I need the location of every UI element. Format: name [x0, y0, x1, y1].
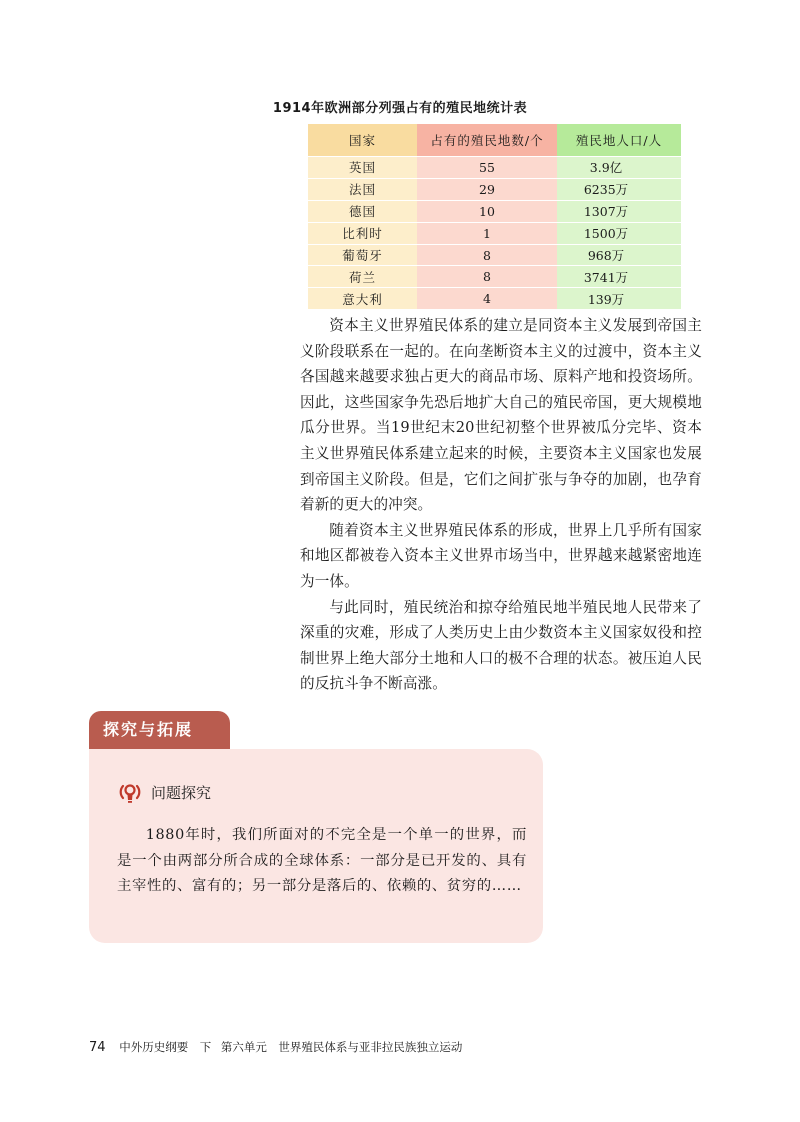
cell-colony-count: 1 [417, 222, 557, 244]
table-row [308, 200, 681, 222]
explore-section-box [89, 749, 543, 943]
cell-colony-count: 4 [417, 288, 557, 309]
page-footer [89, 1039, 462, 1055]
cell-population: 139万 [557, 288, 681, 309]
header-country: 国家 [308, 124, 417, 157]
cell-population: 1500万 [557, 222, 681, 244]
inquiry-heading [117, 779, 211, 805]
table-row [308, 178, 681, 200]
cell-country: 意大利 [308, 288, 417, 309]
table-row [308, 288, 681, 309]
cell-colony-count: 8 [417, 244, 557, 266]
inquiry-title: 问题探究 [151, 783, 212, 802]
table-row [308, 244, 681, 266]
cell-population: 3741万 [557, 266, 681, 288]
cell-country: 英国 [308, 157, 417, 179]
cell-colony-count: 29 [417, 178, 557, 200]
table-title: 1914年欧洲部分列强占有的殖民地统计表 [272, 101, 528, 116]
paragraph: 资本主义世界殖民体系的建立是同资本主义发展到帝国主义阶段联系在一起的。在向垄断资本主义的过渡中，资本主义各国越来越要求独占更大的商品市场、原料产地和投资场所。因此，这些国家争先恐后地扩大自己的殖民帝国，更大规模地瓜分世界。当19世纪末20世纪初整个世界被瓜分完毕、资本主义世界殖民体系建立起来的时候，主要资本主义国家也发展到帝国主义阶段。但是，它们之间扩张与争夺的加剧，也孕育着新的更大的冲突。 [300, 317, 702, 514]
cell-country: 比利时 [308, 222, 417, 244]
cell-colony-count: 55 [417, 157, 557, 179]
table-header-row [308, 124, 681, 157]
header-colony-population: 殖民地人口/人 [557, 124, 681, 157]
unit-title: 第六单元 世界殖民体系与亚非拉民族独立运动 [220, 1040, 463, 1054]
cell-country: 荷兰 [308, 266, 417, 288]
table-row [308, 157, 681, 179]
cell-population: 3.9亿 [557, 157, 681, 179]
lightbulb-icon [117, 779, 143, 805]
book-title: 中外历史纲要 下 [119, 1040, 212, 1054]
cell-population: 1307万 [557, 200, 681, 222]
table-row [308, 266, 681, 288]
inquiry-text: 1880年时，我们所面对的不完全是一个单一的世界，而是一个由两部分所合成的全球体系：一部分是已开发的、具有主宰性的、富有的；另一部分是落后的、依赖的、贫穷的…… [117, 827, 527, 894]
page-number: 74 [89, 1040, 106, 1055]
cell-population: 968万 [557, 244, 681, 266]
header-colony-count: 占有的殖民地数/个 [417, 124, 557, 157]
cell-country: 德国 [308, 200, 417, 222]
cell-country: 法国 [308, 178, 417, 200]
body-text [300, 313, 702, 697]
cell-colony-count: 10 [417, 200, 557, 222]
explore-section-tab: 探究与拓展 [89, 711, 230, 749]
table-row [308, 222, 681, 244]
colony-stats-table [308, 124, 681, 309]
paragraph: 随着资本主义世界殖民体系的形成，世界上几乎所有国家和地区都被卷入资本主义世界市场当中，世界越来越紧密地连为一体。 [300, 521, 702, 590]
cell-country: 葡萄牙 [308, 244, 417, 266]
cell-colony-count: 8 [417, 266, 557, 288]
cell-population: 6235万 [557, 178, 681, 200]
paragraph: 与此同时，殖民统治和掠夺给殖民地半殖民地人民带来了深重的灾难，形成了人类历史上由少数资本主义国家奴役和控制世界上绝大部分土地和人口的极不合理的状态。被压迫人民的反抗斗争不断高涨。 [300, 598, 702, 693]
